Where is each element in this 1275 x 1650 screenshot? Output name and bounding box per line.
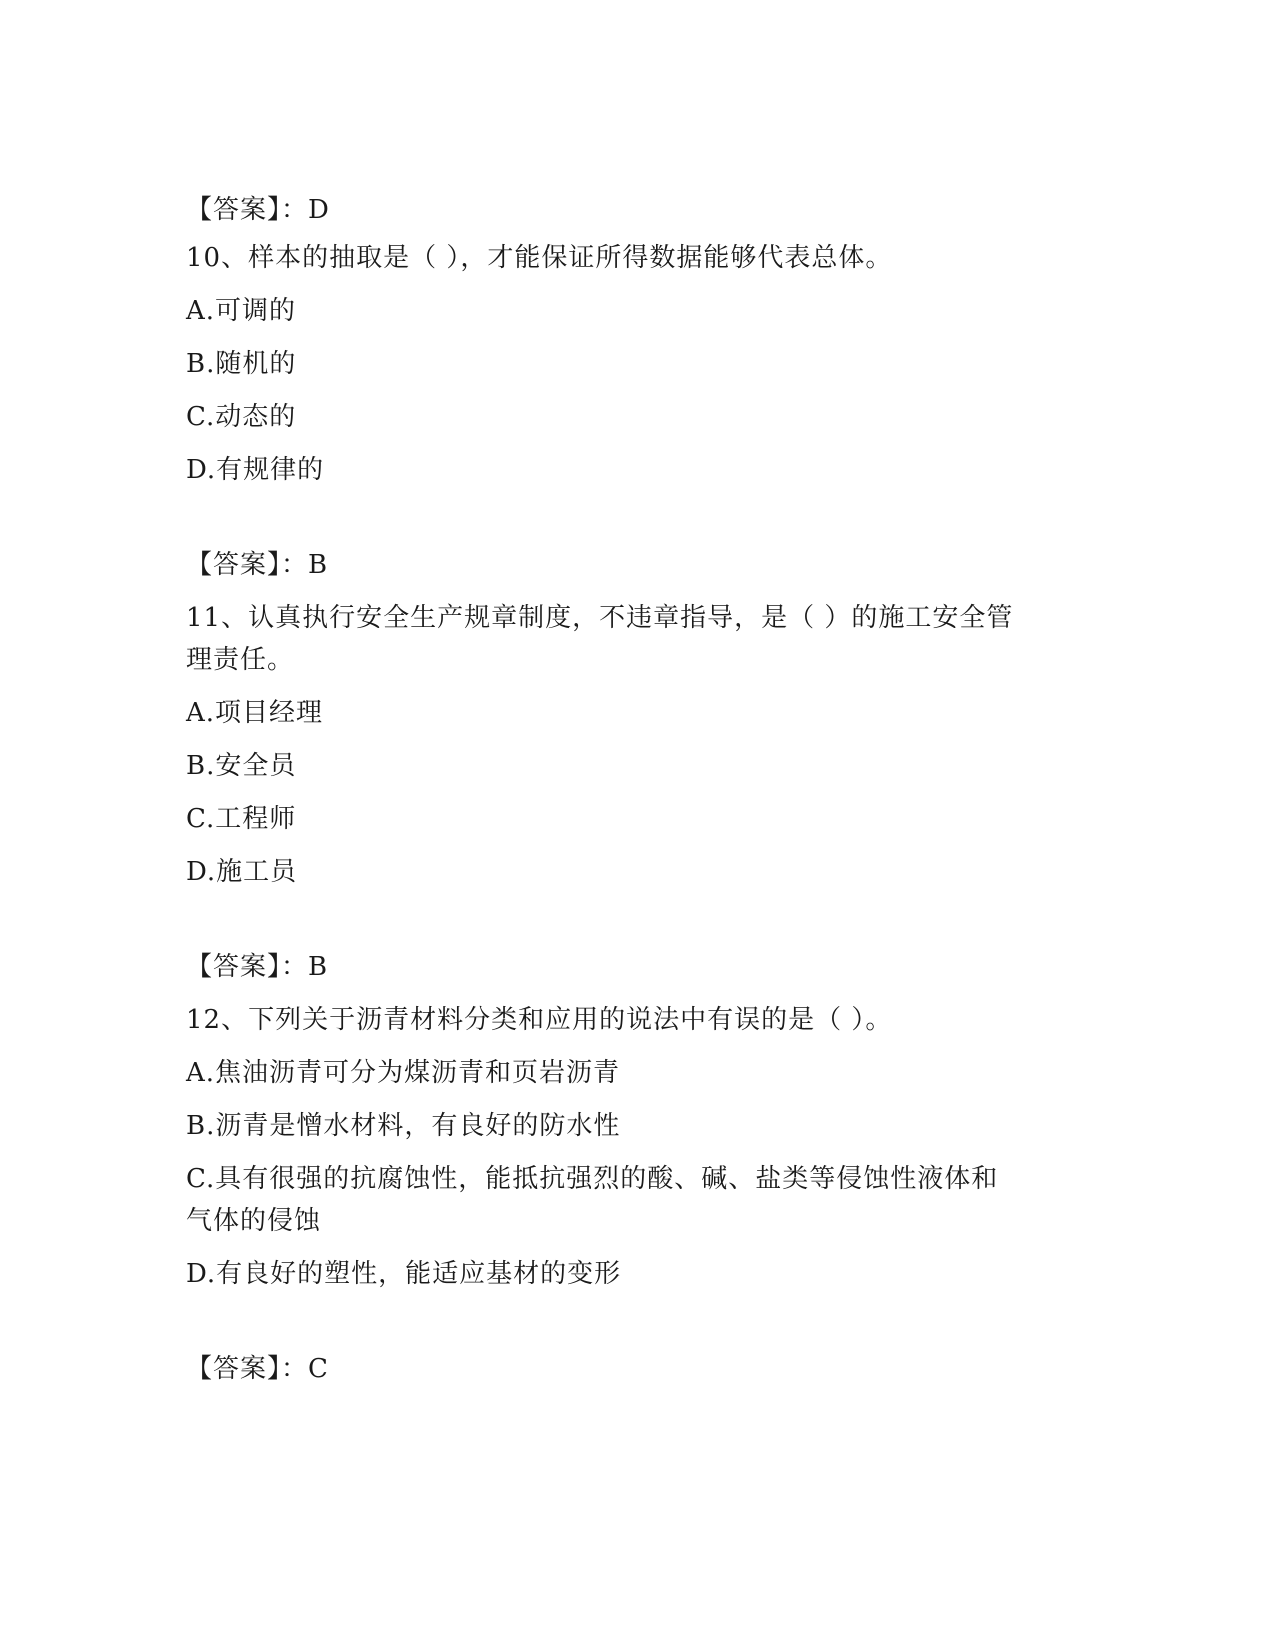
answer-line: 【答案】：D: [186, 195, 330, 225]
option-b: B.随机的: [186, 349, 297, 379]
option-c: C.具有很强的抗腐蚀性，能抵抗强烈的酸、碱、盐类等侵蚀性液体和: [186, 1164, 999, 1194]
option-d: D.施工员: [186, 857, 298, 887]
answer-line: 【答案】：B: [186, 550, 329, 580]
question-text-continued: 理责任。: [186, 645, 295, 675]
option-b: B.沥青是憎水材料，有良好的防水性: [186, 1111, 621, 1141]
question-text: 10、样本的抽取是（ ），才能保证所得数据能够代表总体。: [186, 243, 893, 273]
question-text: 11、认真执行安全生产规章制度，不违章指导，是（ ）的施工安全管: [186, 603, 1014, 633]
answer-line: 【答案】：B: [186, 952, 329, 982]
option-c: C.工程师: [186, 804, 297, 834]
option-d: D.有良好的塑性，能适应基材的变形: [186, 1259, 622, 1289]
option-c-continued: 气体的侵蚀: [186, 1206, 322, 1236]
question-text: 12、下列关于沥青材料分类和应用的说法中有误的是（ ）。: [186, 1005, 893, 1035]
option-a: A.可调的: [186, 296, 297, 326]
option-b: B.安全员: [186, 751, 297, 781]
option-c: C.动态的: [186, 402, 297, 432]
option-d: D.有规律的: [186, 455, 325, 485]
option-a: A.焦油沥青可分为煤沥青和页岩沥青: [186, 1058, 621, 1088]
option-a: A.项目经理: [186, 698, 324, 728]
answer-line: 【答案】：C: [186, 1354, 329, 1384]
